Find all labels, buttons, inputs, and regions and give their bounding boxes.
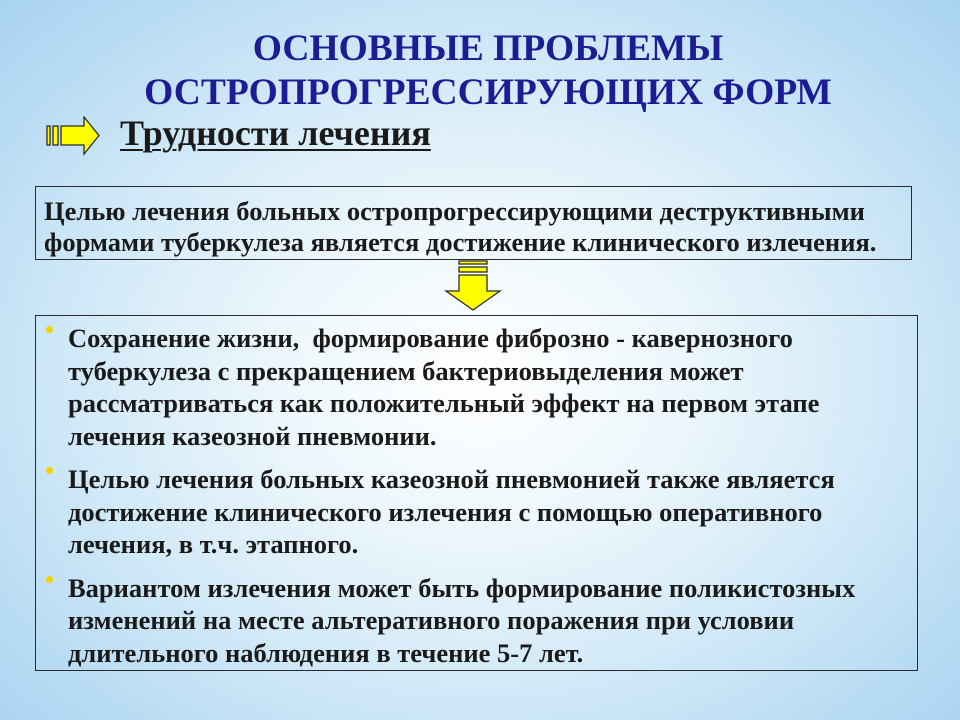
subheading: Трудности лечения <box>120 113 431 153</box>
bullet-item <box>36 572 917 670</box>
bullet-line: Сохранение жизни, формирование фиброзно - кавернозного <box>68 323 793 353</box>
bullet-line: изменений на месте альтеративного поражения при условии <box>68 605 795 635</box>
bullet-box <box>35 315 918 671</box>
bullet-line: туберкулеза с прекращением бактериовыделения может <box>68 355 744 386</box>
bullet-dot <box>46 326 53 333</box>
goal-line: Целью лечения больных остропрогрессирующими деструктивными <box>44 196 865 226</box>
bullet-line: Целью лечения больных казеозной пневмонией также является <box>68 464 835 494</box>
bullet-line: рассматриваться как положительный эффект на первом этапе <box>68 388 820 418</box>
arrow-right-icon <box>45 116 101 156</box>
bullet-item <box>36 463 917 561</box>
arrow-shape <box>446 275 500 310</box>
arrow-stripe <box>47 126 50 145</box>
slide-title <box>36 27 940 115</box>
arrow-shape <box>61 117 99 154</box>
bullet-line: лечения, в т.ч. этапного. <box>68 529 359 559</box>
bullet-dot <box>46 576 53 583</box>
bullet-item <box>36 322 917 452</box>
arrow-stripe <box>459 267 487 272</box>
arrow-stripe <box>459 261 487 264</box>
bullet-line: Вариантом излечения может быть формирование поликистозных <box>68 572 856 603</box>
bullet-line: длительного наблюдения в течение 5-7 лет. <box>68 637 584 668</box>
goal-line: формами туберкулеза является достижение клинического излечения. <box>44 227 877 257</box>
goal-box <box>35 186 912 260</box>
bullet-line: лечения казеозной пневмонии. <box>68 420 437 451</box>
arrow-stripe <box>53 126 58 145</box>
title-line: ОСТРОПРОГРЕССИРУЮЩИХ ФОРМ <box>144 72 832 113</box>
bullet-dot <box>46 467 53 474</box>
bullet-line: достижение клинического излечения с помощью оперативного <box>68 496 823 527</box>
arrow-down-icon <box>443 259 503 314</box>
title-line: ОСНОВНЫЕ ПРОБЛЕМЫ <box>252 28 724 69</box>
